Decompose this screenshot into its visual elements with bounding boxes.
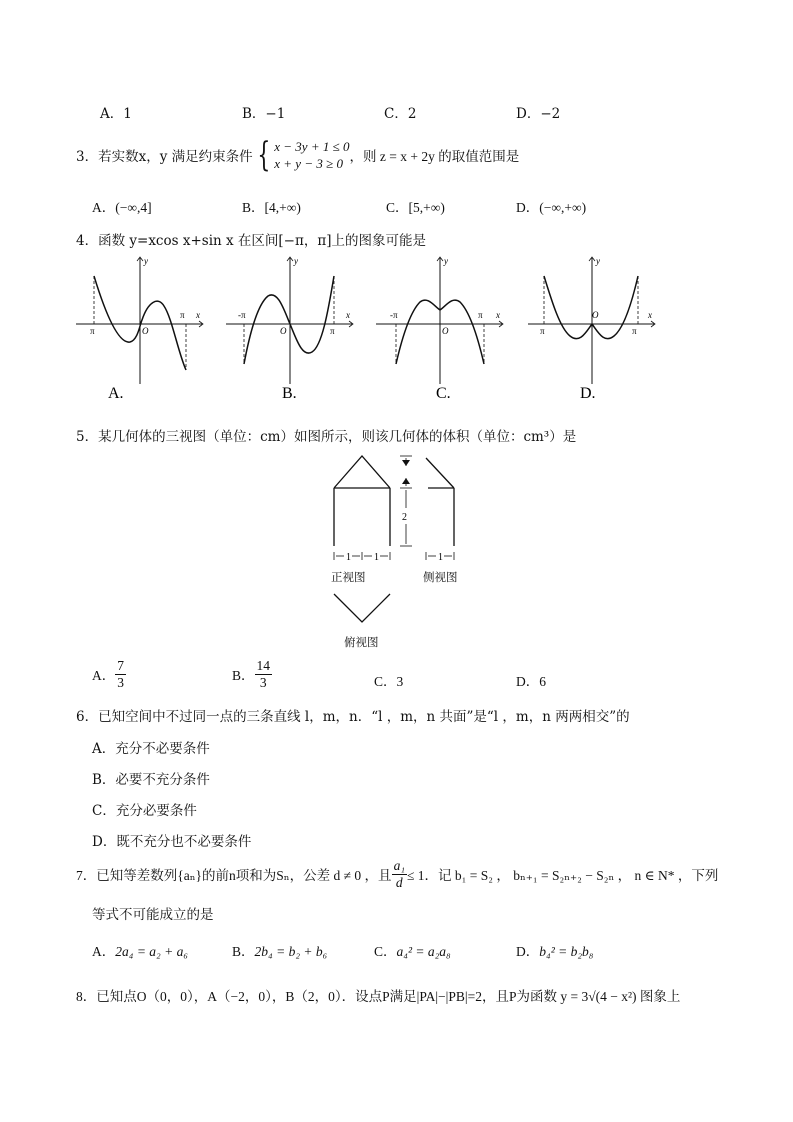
q6-option-d: D．既不充分也不必要条件	[92, 834, 252, 850]
svg-text:π: π	[540, 326, 545, 336]
svg-text:1: 1	[374, 552, 379, 563]
q7-question: 7．已知等差数列{aₙ}的前n项和为Sₙ，公差 d ≠ 0 ，且 $\frac{\text{a₁}}{d}$ ≤ 1．记 b₁ = S₂ ， bₙ₊₁ = S₂ₙ₊₂ − S₂ₙ ， n ∈ N* ，下列	[76, 858, 719, 890]
svg-text:x: x	[648, 310, 652, 320]
svg-text:y: y	[596, 256, 600, 266]
q5-option-a-fraction: $\frac{7}{3}$	[117, 658, 124, 690]
q2-option-b: B．−1	[242, 106, 286, 122]
svg-text:-π: -π	[390, 310, 398, 320]
svg-text:C.: C.	[436, 385, 451, 402]
svg-text:A.: A.	[108, 385, 124, 402]
q3-option-b: B．[4,+∞)	[242, 200, 301, 215]
svg-text:π: π	[180, 310, 185, 320]
graph-b	[226, 256, 353, 402]
q6-option-b: B．必要不充分条件	[92, 772, 210, 788]
svg-text:1: 1	[438, 552, 443, 563]
svg-text:O: O	[280, 326, 287, 336]
graph-a	[76, 256, 203, 402]
q6-option-c: C．充分必要条件	[92, 803, 197, 819]
svg-text:π: π	[478, 310, 483, 320]
q3-question	[76, 135, 520, 175]
svg-text:y: y	[294, 256, 298, 266]
side-view	[426, 458, 454, 546]
q5-option-b: B． $\frac{14}{3}$	[232, 658, 271, 690]
front-view-label: 正视图	[331, 570, 366, 584]
q5-option-c: C．3	[374, 674, 404, 689]
front-view	[334, 456, 390, 546]
svg-text:D.: D.	[580, 385, 596, 402]
q7-option-d: D．b₄² = b₂b₈	[516, 944, 594, 959]
q7-option-c: C．a₄² = a₂a₈	[374, 944, 451, 959]
q3-option-c: C．[5,+∞)	[386, 200, 445, 215]
q3-constraints: x − 3y + 1 ≤ 0 x + y − 3 ≥ 0	[274, 139, 350, 171]
q2-option-c: C．2	[384, 106, 417, 122]
svg-text:2: 2	[402, 512, 407, 523]
q7-fraction: $\frac{\text{a₁}}{d}$	[393, 858, 406, 890]
graph-d	[528, 256, 655, 402]
svg-text:O: O	[442, 326, 449, 336]
svg-text:O: O	[142, 326, 149, 336]
svg-text:O: O	[592, 310, 599, 320]
q7-line2: 等式不可能成立的是	[92, 907, 214, 923]
q3-option-d: D．(−∞,+∞)	[516, 200, 587, 215]
top-view	[334, 594, 390, 622]
q5-option-d: D．6	[516, 674, 546, 689]
q2-option-d: D．−2	[516, 106, 561, 122]
svg-text:y: y	[144, 256, 148, 266]
q3-prefix: 3．若实数x，y 满足约束条件	[76, 149, 253, 165]
svg-text:-π: -π	[238, 310, 246, 320]
q5-option-a: A． $\frac{7}{3}$	[92, 658, 124, 690]
q5-option-b-fraction: $\frac{14}{3}$	[256, 658, 271, 690]
graph-c	[376, 256, 503, 402]
q2-option-a: A．1	[100, 106, 132, 122]
q3-suffix: ，则 z = x + 2y 的取值范围是	[349, 149, 520, 164]
svg-text:1: 1	[346, 552, 351, 563]
q4-graphs	[70, 252, 660, 402]
svg-text:x: x	[496, 310, 500, 320]
q7-option-b: B．2b₄ = b₂ + b₆	[232, 944, 328, 959]
svg-text:x: x	[196, 310, 200, 320]
svg-text:B.: B.	[282, 385, 297, 402]
q7-option-a: A．2a₄ = a₂ + a₆	[92, 944, 189, 959]
side-view-label: 侧视图	[423, 570, 458, 584]
svg-text:x: x	[346, 310, 350, 320]
top-view-label: 俯视图	[344, 635, 379, 649]
q6-question: 6．已知空间中不过同一点的三条直线 l，m，n．“l ，m，n 共面”是“l ，m，n 两两相交”的	[76, 709, 630, 725]
q3-brace: {	[256, 135, 270, 175]
q3-option-a: A．(−∞,4]	[92, 200, 152, 215]
q4-question: 4．函数 y=xcos x+sin x 在区间[−π，π]上的图象可能是	[76, 233, 426, 249]
q8-question: 8．已知点O（0，0），A（−2，0），B（2，0）．设点P满足|PA|−|PB|=2，且P为函数 y = 3√(4 − x²) 图象上	[76, 989, 681, 1004]
svg-text:π: π	[90, 326, 95, 336]
svg-text:π: π	[632, 326, 637, 336]
svg-text:y: y	[444, 256, 448, 266]
q6-option-a: A．充分不必要条件	[92, 741, 210, 757]
svg-text:π: π	[330, 326, 335, 336]
q5-three-views	[322, 448, 472, 654]
q5-question: 5．某几何体的三视图（单位：cm）如图所示，则该几何体的体积（单位：cm³）是	[76, 429, 577, 445]
